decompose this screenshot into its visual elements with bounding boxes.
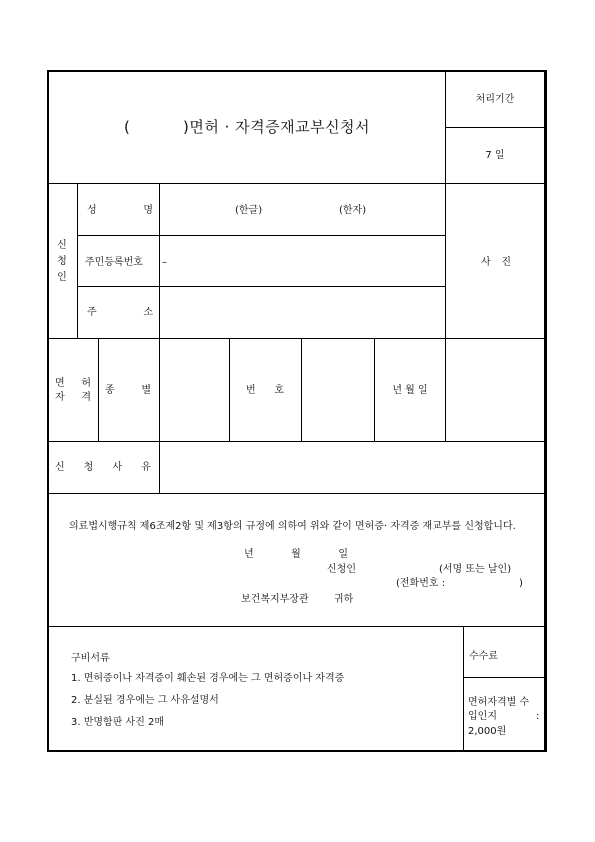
statement-date: 년 월 일 xyxy=(244,549,348,560)
frame-top xyxy=(47,70,547,72)
rule-license xyxy=(47,441,547,442)
statement-phone-close: ) xyxy=(519,578,523,589)
divider-applicant-label xyxy=(77,183,78,338)
reason-field[interactable] xyxy=(161,445,543,489)
fee-detail-line2: 입인지 xyxy=(468,711,497,722)
rule-fee xyxy=(463,677,545,678)
statement-body: 의료법시행규칙 제6조제2항 및 제3항의 규정에 의하여 위와 같이 면허증· 자격증 재교부를 신청합니다. xyxy=(69,521,516,532)
rule-applicant xyxy=(47,338,547,339)
frame-left xyxy=(47,70,49,752)
frame-bottom xyxy=(47,750,547,752)
license-type-field[interactable] xyxy=(160,342,228,438)
reason-label: 신 청 사 유 xyxy=(55,462,151,473)
fee-amount: 2,000원 xyxy=(468,726,507,737)
statement-applicant-label: 신청인 xyxy=(327,564,356,575)
rule-processing xyxy=(445,127,545,128)
rrn-field[interactable]: – xyxy=(162,257,167,268)
fee-detail-line1: 면허자격별 수 xyxy=(468,697,530,708)
address-field[interactable] xyxy=(161,290,443,334)
application-form xyxy=(47,70,547,752)
divider-license-1 xyxy=(98,338,99,441)
name-hangul-field[interactable]: (한글) xyxy=(235,205,263,216)
processing-period-value: 7 일 xyxy=(485,150,505,161)
applicant-group-label: 신 청 인 xyxy=(57,240,67,283)
license-date-label: 년 월 일 xyxy=(392,385,428,396)
processing-period-label: 처리기간 xyxy=(475,94,515,105)
photo-box-label: 사 진 xyxy=(481,257,511,268)
rrn-label: 주민등록번호 xyxy=(85,257,143,268)
license-date-field[interactable] xyxy=(446,342,543,438)
license-type-label: 종 별 xyxy=(105,385,151,396)
statement-sign-field[interactable]: (서명 또는 날인) xyxy=(439,564,512,575)
statement-recipient: 보건복지부장관 xyxy=(241,594,309,605)
name-label: 성 명 xyxy=(87,205,153,216)
rule-rrn xyxy=(77,286,445,287)
divider-license-3 xyxy=(229,338,230,441)
rule-reason xyxy=(47,493,547,494)
address-label: 주 소 xyxy=(87,307,153,318)
license-number-field[interactable] xyxy=(302,342,373,438)
documents-item: 1. 면허증이나 자격증이 훼손된 경우에는 그 면허증이나 자격증 xyxy=(71,673,345,684)
license-label-line1: 면 허 xyxy=(55,378,91,389)
name-hanja-field[interactable]: (한자) xyxy=(339,205,367,216)
license-number-label: 번 호 xyxy=(246,385,284,396)
divider-reason xyxy=(159,441,160,493)
documents-item: 3. 반명함판 사진 2매 xyxy=(71,717,165,728)
rule-name xyxy=(77,235,445,236)
statement-honorific: 귀하 xyxy=(334,594,354,605)
documents-heading: 구비서류 xyxy=(71,653,110,664)
divider-fee xyxy=(463,626,464,750)
fee-detail-colon: : xyxy=(536,711,540,722)
documents-item: 2. 분실된 경우에는 그 사유설명서 xyxy=(71,695,219,706)
frame-right xyxy=(544,70,547,752)
statement-phone-label: (전화번호 : xyxy=(396,578,446,589)
rule-header xyxy=(47,183,547,184)
divider-applicant-field xyxy=(159,183,160,338)
rule-statement xyxy=(47,626,547,627)
license-label-line2: 자 격 xyxy=(55,392,91,403)
divider-header xyxy=(445,70,446,338)
fee-label: 수수료 xyxy=(469,651,498,662)
form-title: ( )면허 · 자격증재교부신청서 xyxy=(123,118,371,136)
